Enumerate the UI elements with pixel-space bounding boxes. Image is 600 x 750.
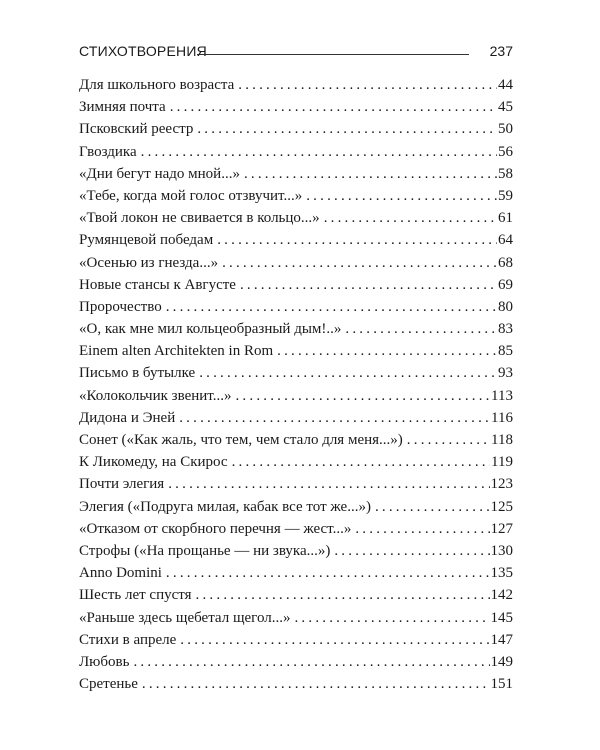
toc-entry	[79, 429, 513, 451]
dot-leader	[142, 673, 490, 695]
dot-leader	[294, 607, 489, 629]
toc-entry-title: «Тебе, когда мой голос отзвучит...»	[79, 187, 303, 204]
toc-entry-page: 80	[498, 298, 513, 315]
dot-leader	[232, 451, 490, 473]
dot-leader	[407, 429, 490, 451]
toc-entry-title: К Ликомеду, на Скирос	[79, 454, 228, 471]
toc-entry-page: 127	[490, 520, 513, 537]
dot-leader	[197, 118, 497, 140]
toc-entry-page: 123	[490, 476, 513, 493]
dot-leader	[166, 296, 497, 318]
toc-entry-page: 58	[498, 165, 513, 182]
toc-entry-page: 116	[491, 409, 513, 426]
toc-entry-page: 64	[498, 232, 513, 249]
toc-entry-page: 113	[491, 387, 513, 404]
toc-entry-title: «Дни бегут надо мной...»	[79, 165, 240, 182]
dot-leader	[306, 185, 497, 207]
toc-entry-page: 44	[498, 77, 513, 93]
dot-leader	[133, 651, 489, 673]
toc-entry	[79, 163, 513, 185]
toc-entry	[79, 673, 513, 695]
toc-entry-title: Зимняя почта	[79, 99, 166, 116]
toc-entry-title: Псковский реестр	[79, 121, 194, 138]
toc-entry-page: 61	[498, 210, 513, 227]
toc-entry	[79, 229, 513, 251]
toc-entry-title: Румянцевой победам	[79, 232, 214, 249]
toc-entry-title: «Раньше здесь щебетал щегол...»	[79, 609, 291, 626]
toc-entry-page: 151	[490, 676, 513, 693]
dot-leader	[235, 385, 490, 407]
toc-entry-title: «О, как мне мил кольцеобразный дым!..»	[79, 321, 342, 338]
toc-entry	[79, 274, 513, 296]
toc-entry-title: Любовь	[79, 653, 130, 670]
toc-entry-page: 93	[498, 365, 513, 382]
toc-entry	[79, 584, 513, 606]
section-title: СТИХОТВОРЕНИЯ	[79, 43, 207, 59]
toc-entry-page: 125	[490, 498, 513, 515]
dot-leader	[222, 252, 497, 274]
toc-entry	[79, 451, 513, 473]
toc-entry-title: Элегия («Подруга милая, кабак все тот же...»)	[79, 498, 371, 515]
header-rule	[197, 54, 469, 55]
toc-entry-title: «Осенью из гнезда...»	[79, 254, 219, 271]
toc-entry-title: Пророчество	[79, 298, 162, 315]
toc-entry	[79, 629, 513, 651]
toc-entry	[79, 607, 513, 629]
toc-entry	[79, 407, 513, 429]
toc-entry-page: 119	[491, 454, 513, 471]
dot-leader	[217, 229, 497, 251]
toc-entry	[79, 340, 513, 362]
dot-leader	[168, 473, 489, 495]
toc-entry	[79, 207, 513, 229]
toc-entry-title: Стихи в апреле	[79, 631, 177, 648]
toc-entry-page: 45	[498, 99, 513, 116]
toc-entry-title: «Отказом от скорбного перечня — жест...»	[79, 520, 352, 537]
toc-entry-page: 147	[490, 631, 513, 648]
toc-entry	[79, 96, 513, 118]
toc-entry-page: 118	[491, 432, 513, 448]
toc-entry	[79, 74, 513, 96]
toc-entry	[79, 562, 513, 584]
toc-entry	[79, 651, 513, 673]
toc-entry-title: Для школьного возраста	[79, 77, 235, 93]
toc-entry	[79, 252, 513, 274]
toc-entry	[79, 362, 513, 384]
toc-entry-title: Новые стансы к Августе	[79, 276, 236, 293]
toc-entry-page: 50	[498, 121, 513, 138]
toc-entry-page: 59	[498, 187, 513, 204]
toc-entry-page: 130	[490, 542, 513, 559]
toc-entry-title: Шесть лет спустя	[79, 587, 192, 604]
toc-entry-page: 68	[498, 254, 513, 271]
toc-entry	[79, 540, 513, 562]
toc-entry-title: «Колокольчик звенит...»	[79, 387, 232, 404]
dot-leader	[355, 518, 489, 540]
toc-entry	[79, 141, 513, 163]
dot-leader	[240, 274, 497, 296]
running-head	[79, 40, 513, 64]
dot-leader	[375, 496, 490, 518]
dot-leader	[345, 318, 497, 340]
toc-entry	[79, 296, 513, 318]
toc-entry	[79, 473, 513, 495]
toc-entry	[79, 185, 513, 207]
dot-leader	[277, 340, 497, 362]
toc-entry-page: 135	[490, 565, 513, 582]
toc-entry-page: 85	[498, 343, 513, 360]
dot-leader	[334, 540, 489, 562]
toc-entry-page: 142	[490, 587, 513, 604]
dot-leader	[196, 584, 490, 606]
toc-entry-title: Дидона и Эней	[79, 409, 176, 426]
toc-entry-title: Письмо в бутылке	[79, 365, 196, 382]
dot-leader	[141, 141, 497, 163]
table-of-contents	[79, 74, 513, 695]
toc-entry-page: 69	[498, 276, 513, 293]
toc-entry	[79, 318, 513, 340]
toc-entry-title: Гвоздика	[79, 143, 137, 160]
toc-entry-page: 56	[498, 143, 513, 160]
toc-entry-title: Anno Domini	[79, 565, 162, 582]
toc-entry	[79, 518, 513, 540]
dot-leader	[180, 629, 489, 651]
toc-entry-title: Почти элегия	[79, 476, 165, 493]
toc-entry-title: Строфы («На прощанье — ни звука...»)	[79, 542, 331, 559]
toc-entry	[79, 496, 513, 518]
toc-entry-page: 83	[498, 321, 513, 338]
toc-entry-title: Einem alten Architekten in Rom	[79, 343, 274, 360]
toc-entry-title: Сретенье	[79, 676, 138, 693]
dot-leader	[244, 163, 497, 185]
toc-entry	[79, 118, 513, 140]
dot-leader	[170, 96, 497, 118]
page-number: 237	[489, 43, 513, 59]
dot-leader	[238, 74, 497, 96]
toc-entry-title: «Твой локон не свивается в кольцо...»	[79, 210, 320, 227]
dot-leader	[324, 207, 497, 229]
toc-entry-page: 145	[490, 609, 513, 626]
toc-entry	[79, 385, 513, 407]
dot-leader	[179, 407, 490, 429]
toc-entry-page: 149	[490, 653, 513, 670]
dot-leader	[166, 562, 490, 584]
toc-entry-title: Сонет («Как жаль, что тем, чем стало для меня...»)	[79, 432, 403, 448]
dot-leader	[199, 362, 497, 384]
